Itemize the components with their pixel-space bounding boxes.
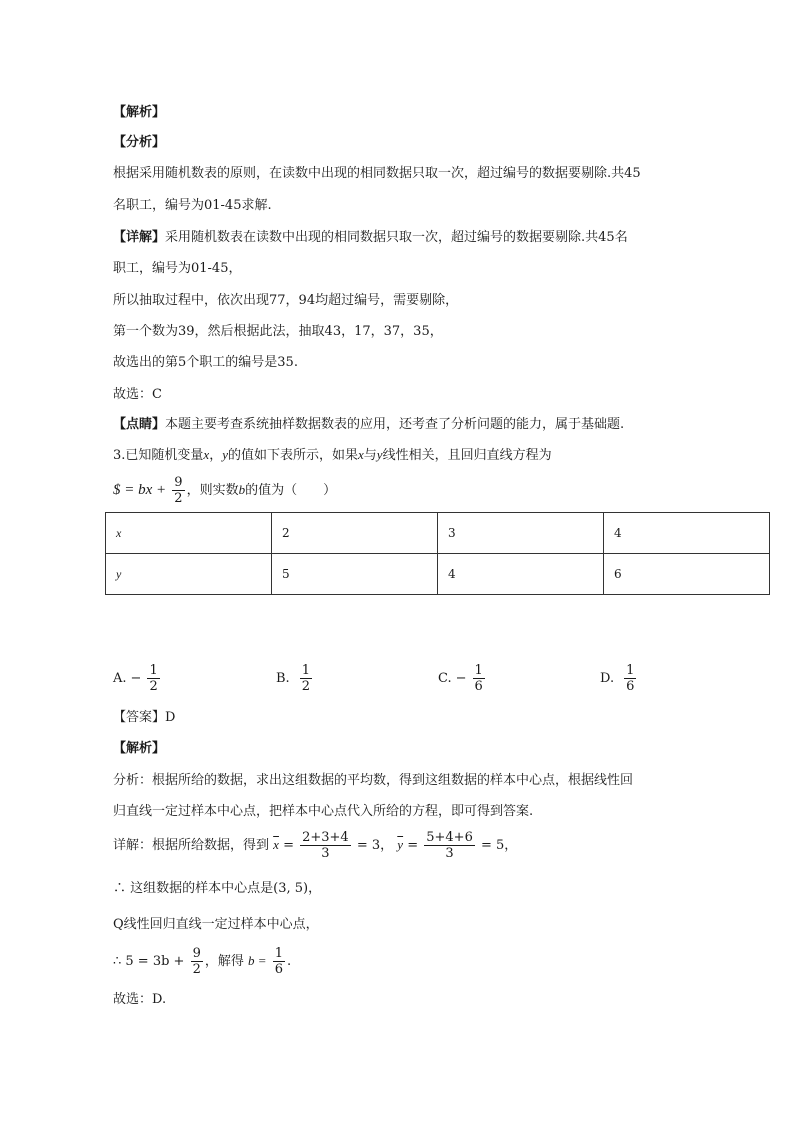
xbar-den: 3 xyxy=(321,846,330,861)
table-cell: 3 xyxy=(438,513,604,554)
solve-b: b = xyxy=(248,953,267,968)
xiangjie-prefix: 详解：根据所给数据，得到 xyxy=(113,838,270,853)
solve-mid: ，解得 xyxy=(204,954,244,969)
equation-var-b: b xyxy=(238,482,246,497)
because-line: Q线性回归直线一定过样本中心点， xyxy=(113,917,319,932)
regression-equation xyxy=(113,474,336,507)
q3-stem-with: 与 xyxy=(363,448,377,463)
q3-comma: ， xyxy=(209,448,223,463)
table-cell: 6 xyxy=(604,554,770,595)
option-b xyxy=(276,663,314,694)
q3-stem-part3: 线性相关，且回归直线方程为 xyxy=(382,448,552,463)
fenxi-heading: 【分析】 xyxy=(113,135,166,150)
analysis-heading-2: 【解析】 xyxy=(113,741,166,756)
table-cell: 2 xyxy=(272,513,438,554)
question-3-stem xyxy=(113,446,552,465)
solve-prefix: ∴ 5 = 3b + xyxy=(113,954,185,969)
center-point-line: ∴ 这组数据的样本中心点是(3, 5)， xyxy=(113,881,322,896)
xiangjie-text-3: 所以抽取过程中，依次出现77，94均超过编号，需要剔除， xyxy=(113,293,459,308)
q3-stem-part1: 3.已知随机变量 xyxy=(113,448,204,463)
option-a-label: A. xyxy=(113,671,127,686)
option-c-sign: − xyxy=(455,671,467,686)
option-d xyxy=(600,663,638,694)
xiangjie-paragraph xyxy=(113,229,628,247)
dianjing-text: 本题主要考查系统抽样数据数表的应用，还考查了分析问题的能力，属于基础题. xyxy=(165,417,625,432)
option-c-fraction xyxy=(473,663,485,694)
option-d-num: 1 xyxy=(626,663,635,678)
xiangjie-text-5: 故选出的第5个职工的编号是35. xyxy=(113,355,298,370)
option-b-fraction xyxy=(300,663,312,694)
table-row-x xyxy=(106,513,770,554)
xiangjie-text-1: 采用随机数表在读数中出现的相同数据只取一次，超过编号的数据要剔除.共45名 xyxy=(165,230,628,245)
answer-line: 【答案】D xyxy=(113,710,176,725)
dianjing-paragraph xyxy=(113,416,624,434)
answer-fenxi-2: 归直线一定过样本中心点，把样本中心点代入所给的方程，即可得到答案. xyxy=(113,804,534,819)
option-d-den: 6 xyxy=(626,679,635,694)
q3-stem-x: x xyxy=(358,447,364,462)
data-table xyxy=(105,512,770,595)
option-d-fraction xyxy=(624,663,636,694)
table-cell: 4 xyxy=(438,554,604,595)
equation-tail: 的值为（ ） xyxy=(245,483,337,498)
ybar-symbol: $\overline{y}$ xyxy=(397,837,404,852)
option-d-label: D. xyxy=(600,671,615,686)
q3-var-y: y xyxy=(222,447,228,462)
option-a-sign: − xyxy=(130,671,142,686)
fenxi-text-1: 根据采用随机数表的原则，在读数中出现的相同数据只取一次，超过编号的数据要剔除.共45 xyxy=(113,166,641,181)
table-cell: 4 xyxy=(604,513,770,554)
solve-b-num: 1 xyxy=(274,946,283,961)
table-cell-label: y xyxy=(106,554,272,595)
solve-b-den: 6 xyxy=(274,962,283,977)
xbar-symbol: $\overline{x}$ xyxy=(273,837,279,852)
ybar-result: = 5， xyxy=(481,838,518,853)
analysis-heading: 【解析】 xyxy=(113,105,166,120)
ybar-num: 5+4+6 xyxy=(426,830,473,845)
answer-choice-c: 故选：C xyxy=(113,387,162,402)
equation-frac-num: 9 xyxy=(174,475,183,490)
option-b-label: B. xyxy=(276,671,290,686)
table-cell-label: x xyxy=(106,513,272,554)
option-a-den: 2 xyxy=(149,679,158,694)
solve-line: ∴ 5 = 3b + $\frac{9}{2}$ ，解得 b = $\frac{1}{6}$ . xyxy=(113,946,292,977)
equation-frac-den: 2 xyxy=(174,491,183,506)
ybar-fraction xyxy=(424,830,475,861)
answer-choice-d: 故选：D. xyxy=(113,992,167,1007)
option-b-den: 2 xyxy=(301,679,310,694)
q3-stem-part2: 的值如下表所示，如果 xyxy=(227,448,358,463)
solve-den: 2 xyxy=(192,962,201,977)
q3-var-x: x xyxy=(203,447,210,462)
option-a-num: 1 xyxy=(149,663,158,678)
equation-suffix: ，则实数 xyxy=(186,483,239,498)
option-c xyxy=(438,663,487,694)
solve-num: 9 xyxy=(192,946,201,961)
q3-stem-y: y xyxy=(376,447,383,462)
table-row-y xyxy=(106,554,770,595)
fenxi-text-2: 名职工，编号为01-45求解. xyxy=(113,198,272,213)
solve-b-fraction xyxy=(273,946,285,977)
xiangjie-label: 【详解】 xyxy=(113,230,166,245)
table-cell: 5 xyxy=(272,554,438,595)
answer-xiangjie: 详解：根据所给数据，得到 $\overline{x}$ = $\frac{2+3+4}{3}$ = 3， $\overline{y}$ = $\frac{5+4+6}{3}$ = 5， xyxy=(113,830,518,861)
option-a-fraction xyxy=(147,663,159,694)
xbar-num: 2+3+4 xyxy=(302,830,349,845)
answer-fenxi-1: 分析：根据所给的数据，求出这组数据的平均数，得到这组数据的样本中心点，根据线性回 xyxy=(113,773,634,788)
option-b-num: 1 xyxy=(301,663,310,678)
option-c-den: 6 xyxy=(474,679,483,694)
solve-fraction xyxy=(191,946,203,977)
option-a xyxy=(113,663,162,694)
xiangjie-text-4: 第一个数为39，然后根据此法，抽取43，17，37，35， xyxy=(113,324,443,339)
xiangjie-text-2: 职工，编号为01-45， xyxy=(113,261,242,276)
option-c-label: C. xyxy=(438,671,452,686)
xbar-fraction xyxy=(300,830,351,861)
xbar-result: = 3， xyxy=(356,838,394,853)
option-c-num: 1 xyxy=(474,663,483,678)
ybar-den: 3 xyxy=(445,846,454,861)
regression-lhs: $ = bx + xyxy=(113,482,167,498)
dianjing-label: 【点睛】 xyxy=(113,417,166,432)
equation-fraction xyxy=(172,475,184,506)
